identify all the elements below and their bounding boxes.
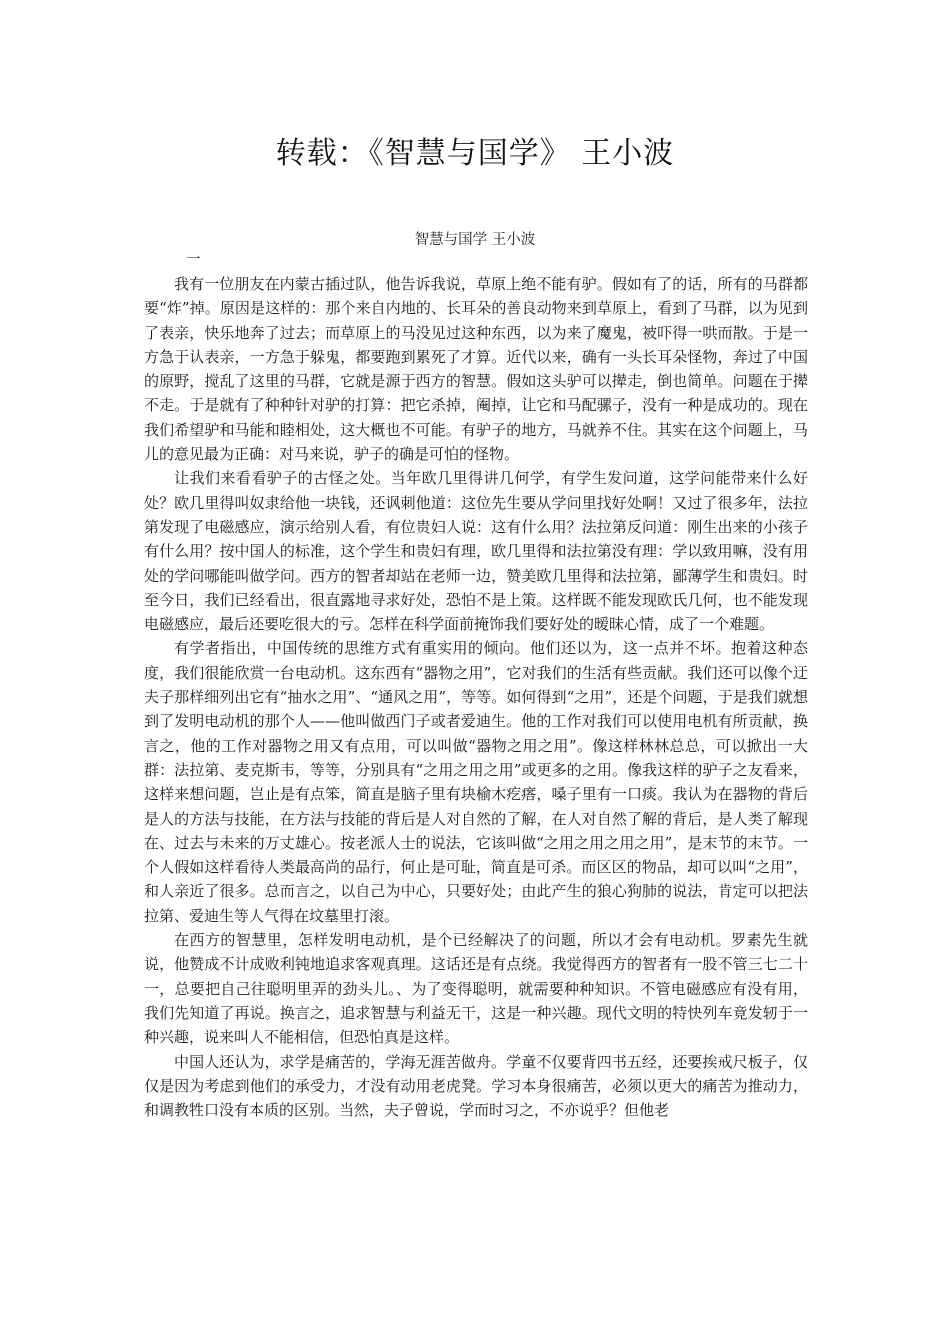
article-body bbox=[144, 272, 808, 1122]
paragraph: 我有一位朋友在内蒙古插过队，他告诉我说，草原上绝不能有驴。假如有了的话，所有的马群都要“炸”掉。原因是这样的：那个来自内地的、长耳朵的善良动物来到草原上，看到了马群，以为见到了表亲，快乐地奔了过去；而草原上的马没见过这种东西，以为来了魔鬼，被吓得一哄而散。于是一方急于认表亲，一方急于躲鬼，都要跑到累死了才算。近代以来，确有一头长耳朵怪物，奔过了中国的原野，搅乱了这里的马群，它就是源于西方的智慧。假如这头驴可以撵走，倒也简单。问题在于撵不走。于是就有了种种针对驴的打算：把它杀掉，阉掉，让它和马配骡子，没有一种是成功的。现在我们希望驴和马能和睦相处，这大概也不可能。有驴子的地方，马就养不住。其实在这个问题上，马儿的意见最为正确：对马来说，驴子的确是可怕的怪物。 bbox=[144, 275, 808, 464]
paragraph: 在西方的智慧里，怎样发明电动机，是个已经解决了的问题，所以才会有电动机。罗素先生就说，他赞成不计成败利钝地追求客观真理。这话还是有点绕。我觉得西方的智者有一股不管三七二十一，总要把自己往聪明里弄的劲头儿。、为了变得聪明，就需要种种知识。不管电磁感应有没有用，我们先知道了再说。换言之，追求智慧与利益无干，这是一种兴趣。现代文明的特快列车竟发轫于一种兴趣，说来叫人不能相信，但恐怕真是这样。 bbox=[144, 931, 808, 1047]
section-number: 一 bbox=[186, 252, 201, 268]
paragraph: 有学者指出，中国传统的思维方式有重实用的倾向。他们还以为，这一点并不坏。抱着这种态度，我们很能欣赏一台电动机。这东西有“器物之用”，它对我们的生活有些贡献。我们还可以像个迂夫子那样细列出它有“抽水之用”、“通风之用”，等等。如何得到“之用”，还是个问题，于是我们就想到了发明电动机的那个人——他叫做西门子或者爱迪生。他的工作对我们可以使用电机有所贡献，换言之，他的工作对器物之用又有点用，可以叫做“器物之用之用”。像这样林林总总，可以掀出一大群：法拉第、麦克斯韦，等等，分别具有“之用之用之用”或更多的之用。像我这样的驴子之友看来，这样来想问题，岂止是有点笨，简直是脑子里有块榆木疙瘩，嗓子里有一口痰。我认为在器物的背后是人的方法与技能，在方法与技能的背后是人对自然的了解，在人对自然了解的背后，是人类了解现在、过去与未来的万丈雄心。按老派人士的说法，它该叫做“之用之用之用之用”，是末节的末节。一个人假如这样看待人类最高尚的品行，何止是可耻，简直是可杀。而区区的物品，却可以叫“之用”，和人亲近了很多。总而言之，以自己为中心，只要好处；由此产生的狼心狗肺的说法，肯定可以把法拉第、爱迪生等人气得在坟墓里打滚。 bbox=[144, 639, 808, 925]
paragraph: 中国人还认为，求学是痛苦的，学海无涯苦做舟。学童不仅要背四书五经，还要挨戒尺板子，仅仅是因为考虑到他们的承受力，才没有动用老虎凳。学习本身很痛苦，必须以更大的痛苦为推动力，和调教牲口没有本质的区别。当然，夫子曾说，学而时习之，不亦说乎？但他老 bbox=[144, 1052, 808, 1120]
paragraph: 让我们来看看驴子的古怪之处。当年欧几里得讲几何学，有学生发问道，这学问能带来什么好处？欧几里得叫奴隶给他一块钱，还讽刺他道：这位先生要从学问里找好处啊！又过了很多年，法拉第发现了电磁感应，演示给别人看，有位贵妇人说：这有什么用？法拉第反问道：刚生出来的小孩子有什么用？按中国人的标准，这个学生和贵妇有理，欧几里得和法拉第没有理：学以致用嘛，没有用处的学问哪能叫做学问。西方的智者却站在老师一边，赞美欧几里得和法拉第，鄙薄学生和贵妇。时至今日，我们已经看出，很直露地寻求好处，恐怕不是上策。这样既不能发现欧氏几何，也不能发现电磁感应，最后还要吃很大的亏。怎样在科学面前掩饰我们要好处的暧昧心情，成了一个难题。 bbox=[144, 469, 808, 634]
article-subtitle: 智慧与国学 王小波 bbox=[414, 232, 536, 248]
document-title: 转载：《智慧与国学》 王小波 bbox=[275, 136, 675, 171]
